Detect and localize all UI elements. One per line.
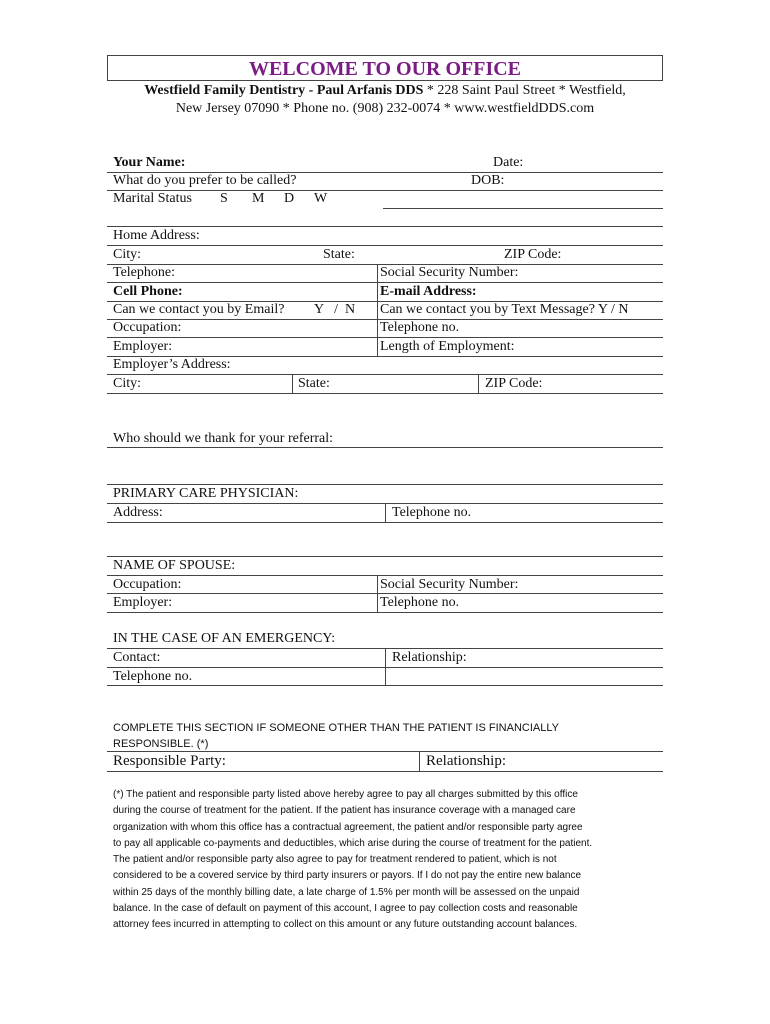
divider (377, 264, 378, 356)
length-employment-label: Length of Employment: (380, 339, 515, 354)
divider (478, 374, 479, 393)
divider (107, 685, 663, 686)
physician-address-label: Address: (113, 505, 163, 520)
referral-label: Who should we thank for your referral: (113, 431, 334, 446)
telephone-label: Telephone: (113, 265, 175, 280)
marital-status-label: Marital Status (113, 191, 192, 206)
divider (419, 751, 420, 771)
divider (383, 208, 663, 209)
spouse-telephone-label: Telephone no. (380, 595, 460, 610)
telephone-no-label: Telephone no. (380, 320, 460, 335)
city-label: City: (113, 247, 142, 262)
paragraph-line: The patient and/or responsible party also agree to pay for treatment rendered to patient, which is not (113, 854, 557, 866)
paragraph-line: (*) The patient and responsible party listed above hereby agree to pay all charges submitted by this office (113, 789, 578, 800)
physician-heading: PRIMARY CARE PHYSICIAN: (113, 486, 299, 501)
marital-option-s[interactable]: S (220, 191, 228, 206)
practice-address-2: New Jersey 07090 * Phone no. (908) 232-0074 * www.westfieldDDS.com (175, 101, 595, 116)
paragraph-line: considered to be a covered service by third party insurers or payors. If I do not pay the entire new balance (113, 870, 582, 882)
divider (292, 374, 293, 393)
emergency-telephone-label: Telephone no. (113, 669, 193, 684)
cell-phone-label: Cell Phone: (113, 284, 183, 299)
spouse-occupation-label: Occupation: (113, 577, 182, 592)
title-box (107, 55, 663, 81)
preferred-name-label: What do you prefer to be called? (113, 173, 297, 188)
paragraph-line: attorney fees incurred in attempting to collect on this amount or any future outstanding account balances. (113, 919, 578, 931)
divider (107, 245, 663, 246)
divider (107, 612, 663, 613)
paragraph-line: during the course of treatment for the patient. If the patient has insurance coverage with a managed care (113, 805, 576, 817)
paragraph-line: to pay all applicable co-payments and deductibles, which arise during the course of treatment for the patient. (113, 837, 593, 849)
divider (107, 522, 663, 523)
practice-address-1: * 228 Saint Paul Street * Westfield, (423, 83, 626, 98)
divider (385, 503, 386, 522)
emergency-heading: IN THE CASE OF AN EMERGENCY: (113, 631, 336, 646)
contact-email-label: Can we contact you by Email? (113, 302, 285, 317)
financial-agreement-paragraph (113, 787, 663, 934)
page-title: WELCOME TO OUR OFFICE (248, 58, 522, 80)
employer-address-label: Employer’s Address: (113, 357, 231, 372)
date-label: Date: (493, 155, 524, 170)
home-address-label: Home Address: (113, 228, 200, 243)
email-label: E-mail Address: (380, 284, 477, 299)
paragraph-line: balance. In the case of default on payment of this account, I agree to pay collection costs and reasonable (113, 903, 578, 915)
paragraph-line: organization with whom this office has a contractual agreement, the patient and/or responsible party agree (113, 821, 583, 833)
emp-city-label: City: (113, 376, 142, 391)
employer-label: Employer: (113, 339, 173, 354)
your-name-label: Your Name: (113, 155, 186, 170)
emp-zip-label: ZIP Code: (485, 376, 543, 391)
spouse-heading: NAME OF SPOUSE: (113, 558, 236, 573)
financial-notice-2: RESPONSIBLE. (*) (113, 738, 209, 750)
zip-label: ZIP Code: (504, 247, 562, 262)
marital-option-m[interactable]: M (252, 191, 265, 206)
responsible-party-label: Responsible Party: (113, 753, 226, 769)
divider (107, 447, 663, 448)
divider (107, 771, 663, 772)
marital-option-d[interactable]: D (284, 191, 295, 206)
paragraph-line: within 25 days of the monthly billing date, a late charge of 1.5% per month will be assessed on the unpaid (113, 886, 580, 898)
financial-notice-1: COMPLETE THIS SECTION IF SOMEONE OTHER THAN THE PATIENT IS FINANCIALLY (113, 722, 559, 734)
contact-email-yn[interactable]: Y / N (314, 302, 356, 317)
divider (107, 393, 663, 394)
spouse-ssn-label: Social Security Number: (380, 577, 519, 592)
divider (107, 374, 663, 375)
contact-text-label: Can we contact you by Text Message? Y / N (380, 302, 629, 317)
marital-option-w[interactable]: W (314, 191, 328, 206)
state-label: State: (323, 247, 355, 262)
practice-info (107, 82, 663, 100)
physician-telephone-label: Telephone no. (392, 505, 472, 520)
responsible-relationship-label: Relationship: (426, 753, 506, 769)
emp-state-label: State: (298, 376, 330, 391)
emergency-relationship-label: Relationship: (392, 650, 467, 665)
dob-label: DOB: (471, 173, 505, 188)
occupation-label: Occupation: (113, 320, 182, 335)
emergency-contact-label: Contact: (113, 650, 161, 665)
spouse-employer-label: Employer: (113, 595, 173, 610)
ssn-label: Social Security Number: (380, 265, 519, 280)
practice-name: Westfield Family Dentistry - Paul Arfanis DDS (144, 83, 424, 98)
